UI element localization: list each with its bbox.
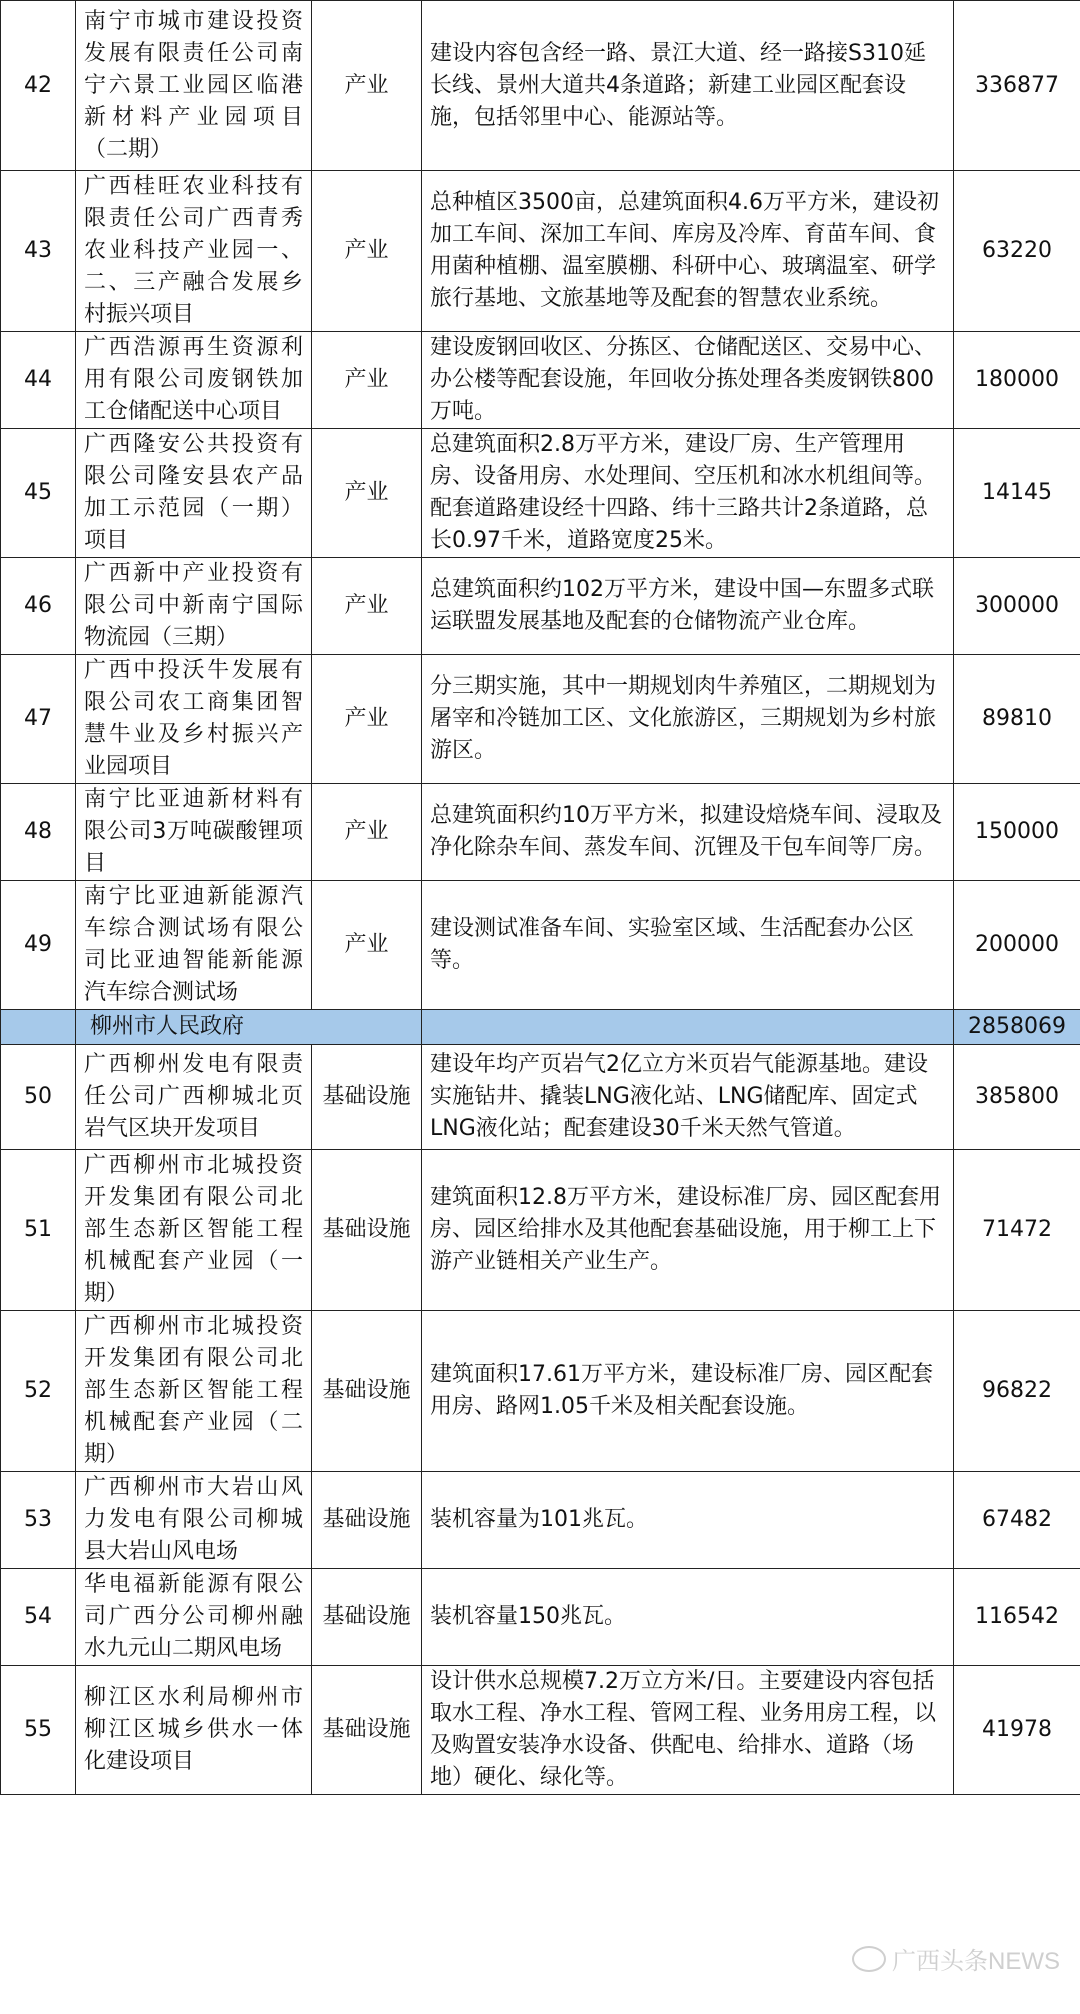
row-number: 42 bbox=[1, 1, 76, 171]
table-row bbox=[1, 784, 1080, 881]
table-row bbox=[1, 171, 1080, 332]
project-amount: 89810 bbox=[954, 655, 1080, 784]
project-description: 建筑面积17.61万平方米，建设标准厂房、园区配套用房、路网1.05千米及相关配套设施。 bbox=[422, 1311, 954, 1472]
project-amount: 96822 bbox=[954, 1311, 1080, 1472]
row-number: 43 bbox=[1, 171, 76, 332]
project-type: 产业 bbox=[312, 784, 422, 881]
project-type: 产业 bbox=[312, 558, 422, 655]
table-row bbox=[1, 1, 1080, 171]
project-description: 总建筑面积约10万平方米，拟建设焙烧车间、浸取及净化除杂车间、蒸发车间、沉锂及干包车间等厂房。 bbox=[422, 784, 954, 881]
project-amount: 300000 bbox=[954, 558, 1080, 655]
project-type: 产业 bbox=[312, 1, 422, 171]
project-name: 广西柳州市北城投资开发集团有限公司北部生态新区智能工程机械配套产业园（一期） bbox=[76, 1150, 312, 1311]
row-number: 54 bbox=[1, 1569, 76, 1666]
project-description: 建设测试准备车间、实验室区域、生活配套办公区等。 bbox=[422, 881, 954, 1010]
row-number: 45 bbox=[1, 429, 76, 558]
project-description: 分三期实施，其中一期规划肉牛养殖区，二期规划为屠宰和冷链加工区、文化旅游区，三期规划为乡村旅游区。 bbox=[422, 655, 954, 784]
project-type: 产业 bbox=[312, 171, 422, 332]
project-amount: 71472 bbox=[954, 1150, 1080, 1311]
table-row bbox=[1, 1045, 1080, 1150]
table-row bbox=[1, 655, 1080, 784]
row-number: 46 bbox=[1, 558, 76, 655]
project-name: 广西柳州市大岩山风力发电有限公司柳城县大岩山风电场 bbox=[76, 1472, 312, 1569]
project-type: 产业 bbox=[312, 429, 422, 558]
watermark-text: 广西头条NEWS bbox=[892, 1948, 1060, 1975]
project-amount: 116542 bbox=[954, 1569, 1080, 1666]
project-type: 基础设施 bbox=[312, 1311, 422, 1472]
project-name: 广西隆安公共投资有限公司隆安县农产品加工示范园（一期）项目 bbox=[76, 429, 312, 558]
table-row bbox=[1, 1472, 1080, 1569]
section-row bbox=[1, 1010, 1080, 1045]
table-row bbox=[1, 881, 1080, 1010]
row-number: 44 bbox=[1, 332, 76, 429]
project-amount: 385800 bbox=[954, 1045, 1080, 1150]
row-number: 51 bbox=[1, 1150, 76, 1311]
project-amount: 336877 bbox=[954, 1, 1080, 171]
row-number: 55 bbox=[1, 1666, 76, 1795]
project-description: 建设年均产页岩气2亿立方米页岩气能源基地。建设实施钻井、撬装LNG液化站、LNG储配库、固定式LNG液化站；配套建设30千米天然气管道。 bbox=[422, 1045, 954, 1150]
row-number: 47 bbox=[1, 655, 76, 784]
table-row bbox=[1, 558, 1080, 655]
row-number: 49 bbox=[1, 881, 76, 1010]
project-name: 广西新中产业投资有限公司中新南宁国际物流园（三期） bbox=[76, 558, 312, 655]
project-type: 产业 bbox=[312, 655, 422, 784]
project-description: 设计供水总规模7.2万立方米/日。主要建设内容包括取水工程、净水工程、管网工程、业务用房工程，以及购置安装净水设备、供配电、给排水、道路（场地）硬化、绿化等。 bbox=[422, 1666, 954, 1795]
row-number: 53 bbox=[1, 1472, 76, 1569]
project-name: 柳江区水利局柳州市柳江区城乡供水一体化建设项目 bbox=[76, 1666, 312, 1795]
table-row bbox=[1, 429, 1080, 558]
wechat-logo-icon bbox=[852, 1946, 886, 1972]
project-type: 产业 bbox=[312, 881, 422, 1010]
section-desc-cell bbox=[422, 1010, 954, 1045]
project-type: 基础设施 bbox=[312, 1045, 422, 1150]
section-no-cell bbox=[1, 1010, 76, 1045]
project-amount: 63220 bbox=[954, 171, 1080, 332]
project-type: 基础设施 bbox=[312, 1472, 422, 1569]
project-name: 广西柳州市北城投资开发集团有限公司北部生态新区智能工程机械配套产业园（二期） bbox=[76, 1311, 312, 1472]
project-name: 南宁比亚迪新材料有限公司3万吨碳酸锂项目 bbox=[76, 784, 312, 881]
project-description: 装机容量为101兆瓦。 bbox=[422, 1472, 954, 1569]
project-name: 南宁市城市建设投资发展有限责任公司南宁六景工业园区临港新材料产业园项目（二期） bbox=[76, 1, 312, 171]
section-amount: 2858069 bbox=[954, 1010, 1080, 1045]
table-row bbox=[1, 1311, 1080, 1472]
project-description: 总建筑面积2.8万平方米，建设厂房、生产管理用房、设备用房、水处理间、空压机和冰水机组间等。配套道路建设经十四路、纬十三路共计2条道路，总长0.97千米，道路宽度25米。 bbox=[422, 429, 954, 558]
project-type: 基础设施 bbox=[312, 1150, 422, 1311]
row-number: 52 bbox=[1, 1311, 76, 1472]
project-description: 总建筑面积约102万平方米，建设中国—东盟多式联运联盟发展基地及配套的仓储物流产业仓库。 bbox=[422, 558, 954, 655]
row-number: 48 bbox=[1, 784, 76, 881]
project-amount: 180000 bbox=[954, 332, 1080, 429]
project-description: 建设废钢回收区、分拣区、仓储配送区、交易中心、办公楼等配套设施，年回收分拣处理各类废钢铁800万吨。 bbox=[422, 332, 954, 429]
project-type: 基础设施 bbox=[312, 1569, 422, 1666]
project-amount: 200000 bbox=[954, 881, 1080, 1010]
row-number: 50 bbox=[1, 1045, 76, 1150]
project-description: 建设内容包含经一路、景江大道、经一路接S310延长线、景州大道共4条道路；新建工业园区配套设施，包括邻里中心、能源站等。 bbox=[422, 1, 954, 171]
project-description: 装机容量150兆瓦。 bbox=[422, 1569, 954, 1666]
project-type: 产业 bbox=[312, 332, 422, 429]
project-name: 广西桂旺农业科技有限责任公司广西青秀农业科技产业园一、二、三产融合发展乡村振兴项目 bbox=[76, 171, 312, 332]
project-description: 总种植区3500亩，总建筑面积4.6万平方米，建设初加工车间、深加工车间、库房及冷库、育苗车间、食用菌种植棚、温室膜棚、科研中心、玻璃温室、研学旅行基地、文旅基地等及配套的智慧农业系统。 bbox=[422, 171, 954, 332]
project-name: 华电福新能源有限公司广西分公司柳州融水九元山二期风电场 bbox=[76, 1569, 312, 1666]
project-description: 建筑面积12.8万平方米，建设标准厂房、园区配套用房、园区给排水及其他配套基础设施，用于柳工上下游产业链相关产业生产。 bbox=[422, 1150, 954, 1311]
project-type: 基础设施 bbox=[312, 1666, 422, 1795]
project-name: 广西中投沃牛发展有限公司农工商集团智慧牛业及乡村振兴产业园项目 bbox=[76, 655, 312, 784]
project-table-body bbox=[1, 1, 1080, 1795]
project-amount: 41978 bbox=[954, 1666, 1080, 1795]
watermark bbox=[852, 1941, 1060, 1976]
table-row bbox=[1, 1666, 1080, 1795]
section-name: 柳州市人民政府 bbox=[76, 1010, 422, 1045]
table-row bbox=[1, 1569, 1080, 1666]
table-row bbox=[1, 1150, 1080, 1311]
project-name: 广西柳州发电有限责任公司广西柳城北页岩气区块开发项目 bbox=[76, 1045, 312, 1150]
table-row bbox=[1, 332, 1080, 429]
project-amount: 67482 bbox=[954, 1472, 1080, 1569]
project-amount: 150000 bbox=[954, 784, 1080, 881]
project-name: 南宁比亚迪新能源汽车综合测试场有限公司比亚迪智能新能源汽车综合测试场 bbox=[76, 881, 312, 1010]
project-name: 广西浩源再生资源利用有限公司废钢铁加工仓储配送中心项目 bbox=[76, 332, 312, 429]
project-amount: 14145 bbox=[954, 429, 1080, 558]
